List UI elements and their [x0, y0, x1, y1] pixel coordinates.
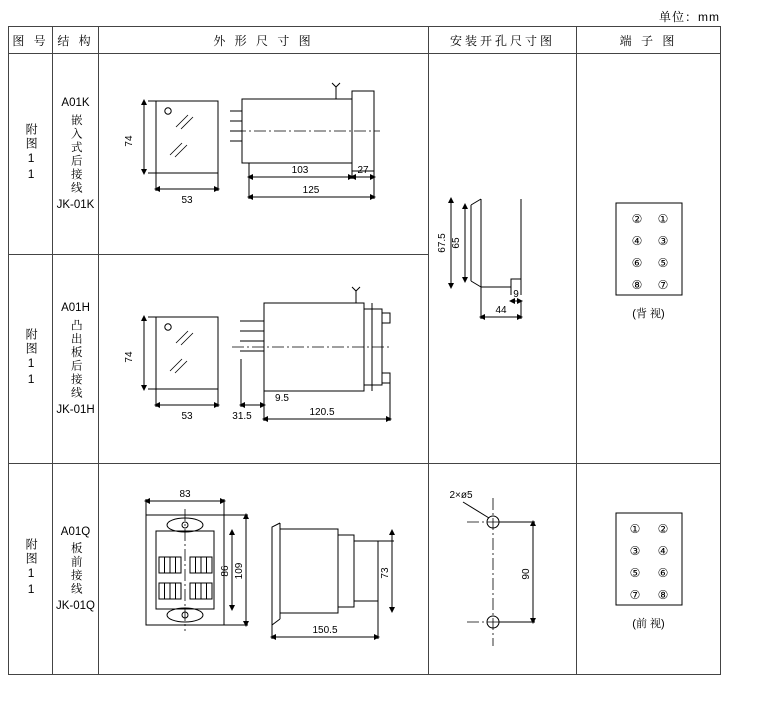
- dim-150-5: 150.5: [311, 625, 338, 636]
- table-header-row: [9, 27, 721, 54]
- structure-code: A01H: [61, 302, 90, 315]
- outline-drawing-cell-3: [99, 464, 429, 675]
- dim-83: 83: [178, 489, 191, 500]
- terminal-num: ⑦: [629, 588, 640, 602]
- terminal-num: ④: [657, 544, 668, 558]
- header-fig-no: 图 号: [9, 27, 53, 54]
- header-outline: 外 形 尺 寸 图: [99, 27, 429, 54]
- structure-cell-2: [53, 255, 99, 464]
- dim-120-5: 120.5: [308, 407, 335, 418]
- outline-drawing-cell-2: [99, 255, 429, 464]
- outline-drawing-2: [104, 269, 424, 449]
- terminal-num: ②: [631, 211, 642, 226]
- dim-86: 86: [219, 565, 231, 577]
- dim-109: 109: [233, 562, 245, 580]
- terminal-num: ③: [657, 233, 668, 248]
- table-row: [9, 54, 721, 255]
- outline-drawing-3: [104, 479, 424, 659]
- terminal-num: ⑧: [631, 277, 642, 292]
- dim-90: 90: [520, 568, 532, 580]
- fig-no-text: 附图11: [24, 327, 39, 388]
- terminal-num: ③: [629, 544, 640, 558]
- structure-cell-1: [53, 54, 99, 255]
- dim-31-5: 31.5: [231, 411, 252, 422]
- hole-drawing-cell-3: [429, 464, 577, 675]
- dim-53: 53: [180, 411, 193, 422]
- terminal-num: ①: [657, 211, 668, 226]
- unit-note: 单位：mm: [659, 10, 720, 24]
- terminal-cell-3: [577, 464, 721, 675]
- dim-27: 27: [356, 165, 369, 176]
- hole-drawing-cell-1: [429, 54, 577, 464]
- hole-drawing-1: [433, 169, 573, 349]
- terminal-num: ⑥: [631, 255, 642, 270]
- structure-code: A01K: [61, 97, 90, 110]
- table-row: [9, 464, 721, 675]
- structure-text: 嵌入式后接线: [69, 113, 82, 195]
- header-hole: 安装开孔尺寸图: [429, 27, 577, 54]
- hole-drawing-3: [433, 474, 573, 664]
- terminal-num: ⑦: [657, 277, 668, 292]
- dim-9: 9: [512, 288, 519, 300]
- fig-no-cell-1: [9, 54, 53, 255]
- terminal-num: ⑥: [657, 566, 668, 580]
- structure-text: 凸出板后接线: [69, 318, 82, 400]
- fig-no-cell-2: [9, 255, 53, 464]
- dim-74: 74: [123, 351, 135, 363]
- outline-drawing-1: [104, 69, 424, 239]
- structure-model: JK-01Q: [56, 600, 95, 612]
- dim-53: 53: [180, 195, 193, 206]
- terminal-cell-1: [577, 54, 721, 464]
- terminal-caption: (前 视): [632, 618, 665, 630]
- header-structure: 结 构: [53, 27, 99, 54]
- terminal-num: ⑤: [657, 255, 668, 270]
- header-terminal: 端 子 图: [577, 27, 721, 54]
- dim-73: 73: [379, 567, 391, 579]
- terminal-num: ①: [629, 522, 640, 536]
- structure-code: A01Q: [60, 525, 91, 538]
- fig-no-cell-3: [9, 464, 53, 675]
- structure-cell-3: [53, 464, 99, 675]
- dim-2xo5: 2×ø5: [448, 490, 473, 501]
- dim-67-5: 67.5: [436, 232, 448, 253]
- dim-65: 65: [450, 236, 462, 249]
- outline-drawing-cell-1: [99, 54, 429, 255]
- dim-103: 103: [291, 165, 308, 176]
- terminal-caption: (背 视): [632, 307, 665, 320]
- terminal-num: ⑤: [629, 566, 640, 580]
- dim-125: 125: [302, 185, 319, 196]
- dim-74: 74: [123, 135, 135, 147]
- dim-44: 44: [494, 304, 507, 316]
- dimension-table: [8, 26, 721, 675]
- terminal-num: ②: [657, 522, 668, 536]
- structure-model: JK-01H: [56, 403, 95, 416]
- structure-text: 板前接线: [69, 542, 82, 596]
- terminal-diagram-3: [606, 507, 692, 611]
- structure-model: JK-01K: [56, 198, 95, 211]
- terminal-diagram-1: [606, 197, 692, 301]
- fig-no-text: 附图11: [24, 537, 39, 598]
- dim-9-5: 9.5: [274, 393, 289, 404]
- terminal-num: ⑧: [657, 588, 668, 602]
- fig-no-text: 附图11: [24, 122, 39, 183]
- terminal-num: ④: [631, 233, 642, 248]
